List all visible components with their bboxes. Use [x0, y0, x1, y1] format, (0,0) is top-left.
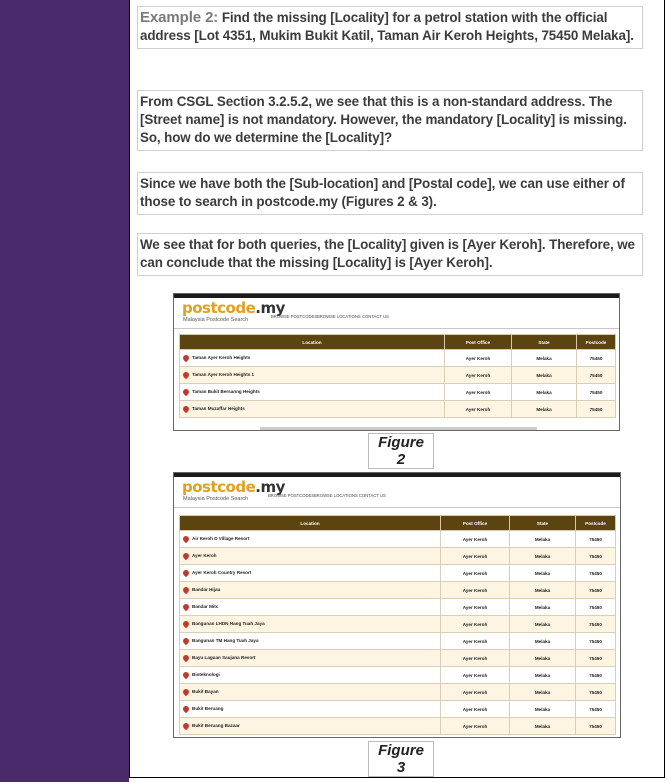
column-header-state: State	[512, 335, 577, 350]
map-pin-icon	[182, 705, 190, 713]
map-pin-icon	[182, 688, 190, 696]
cell-text: Melaka	[536, 406, 552, 412]
paragraph-csgl: From CSGL Section 3.2.5.2, we see that this is a non-standard address. The [Street name] is not mandatory. However, the mandatory [Locality] is missing. So, how do we determine the [Locality]?	[137, 90, 643, 151]
cell-post-office	[441, 565, 510, 582]
site-logo: postcode.my	[182, 299, 285, 317]
cell-text: Melaka	[534, 655, 551, 661]
table-row[interactable]	[180, 582, 616, 599]
cell-text: Bangunan TM Hang Tuah Jaya	[192, 638, 259, 644]
cell-post-office	[445, 384, 512, 401]
map-pin-icon	[182, 637, 190, 645]
cell-text: 75450	[589, 604, 602, 610]
cell-text: 75450	[589, 553, 602, 559]
cell-text: Ayer Keroh	[462, 587, 488, 593]
cell-text: Melaka	[534, 604, 551, 610]
cell-location[interactable]	[180, 667, 441, 684]
nav-browse-postcodes[interactable]: BROWSE POSTCODES	[271, 314, 318, 319]
cell-text: Bukit Beruang Bazaar	[192, 723, 240, 729]
cell-post-office	[441, 701, 510, 718]
map-pin-icon	[182, 603, 190, 611]
cell-postcode	[576, 667, 616, 684]
paragraph-conclusion: We see that for both queries, the [Locality] given is [Ayer Keroh]. Therefore, we can conclude that the missing [Locality] is [Ayer Keroh].	[137, 233, 643, 276]
cell-post-office	[441, 667, 510, 684]
cell-state	[510, 531, 576, 548]
cell-text: 75450	[589, 536, 602, 542]
cell-text: 75450	[589, 621, 602, 627]
cell-text: 75450	[589, 672, 602, 678]
cell-text: 75450	[589, 706, 602, 712]
map-pin-icon	[182, 552, 190, 560]
results-table	[179, 515, 616, 735]
map-pin-icon	[182, 535, 190, 543]
cell-post-office	[441, 599, 510, 616]
cell-text: 75450	[589, 638, 602, 644]
table-row[interactable]	[180, 633, 616, 650]
cell-text: Ayer Keroh	[465, 406, 491, 412]
cell-postcode	[576, 684, 616, 701]
figure2-screenshot	[173, 293, 620, 431]
table-row[interactable]	[180, 701, 616, 718]
cell-state	[510, 633, 576, 650]
table-row[interactable]	[180, 548, 616, 565]
map-pin-icon	[182, 671, 190, 679]
column-header-location: Location	[180, 335, 445, 350]
column-header-postcode: Postcode	[576, 516, 616, 531]
cell-postcode	[576, 718, 616, 735]
cell-location[interactable]	[180, 384, 445, 401]
cell-state	[510, 548, 576, 565]
site-tagline: Malaysia Postcode Search	[183, 496, 249, 502]
cell-text: Taman Bukit Bersanng Heights	[192, 389, 260, 395]
cell-text: Bukit Beruang	[192, 706, 224, 712]
cell-location[interactable]	[180, 531, 441, 548]
map-pin-icon	[182, 620, 190, 628]
cell-postcode	[577, 401, 616, 418]
results-table	[179, 334, 616, 418]
cell-location[interactable]	[180, 718, 441, 735]
map-pin-icon	[182, 388, 190, 396]
table-row[interactable]	[180, 599, 616, 616]
cell-postcode	[576, 650, 616, 667]
nav-browse-locations[interactable]: BROWSE LOCATIONS	[314, 493, 358, 498]
horizontal-scrollbar[interactable]	[260, 427, 537, 430]
cell-postcode	[577, 367, 616, 384]
cell-text: Melaka	[534, 570, 551, 576]
cell-location[interactable]	[180, 599, 441, 616]
figure2-caption: Figure 2	[368, 433, 434, 469]
table-row[interactable]	[180, 350, 616, 367]
cell-state	[510, 684, 576, 701]
map-pin-icon	[182, 354, 190, 362]
table-row[interactable]	[180, 650, 616, 667]
cell-text: Ayer Keroh	[465, 389, 491, 395]
table-row[interactable]	[180, 616, 616, 633]
cell-location[interactable]	[180, 684, 441, 701]
column-header-post-office: Post Office	[445, 335, 512, 350]
cell-text: Ayer Keroh	[192, 553, 217, 559]
cell-text: Melaka	[534, 706, 551, 712]
cell-postcode	[577, 384, 616, 401]
cell-text: Melaka	[534, 536, 551, 542]
nav-browse-postcodes[interactable]: BROWSE POSTCODES	[268, 493, 315, 498]
cell-text: Taman Ayer Keroh Heights	[192, 355, 251, 361]
cell-postcode	[576, 531, 616, 548]
cell-text: 75450	[589, 689, 602, 695]
cell-text: Ayer Keroh	[462, 553, 488, 559]
cell-state	[510, 650, 576, 667]
cell-postcode	[576, 599, 616, 616]
cell-location[interactable]	[180, 367, 445, 384]
cell-text: 75450	[589, 570, 602, 576]
site-tagline: Malaysia Postcode Search	[183, 317, 249, 323]
table-row[interactable]	[180, 667, 616, 684]
cell-text: Ayer Keroh	[462, 723, 488, 729]
cell-post-office	[445, 401, 512, 418]
cell-location[interactable]	[180, 350, 445, 367]
map-pin-icon	[182, 654, 190, 662]
cell-text: Ayer Keroh	[462, 689, 488, 695]
cell-location[interactable]	[180, 701, 441, 718]
map-pin-icon	[182, 405, 190, 413]
cell-text: Melaka	[536, 372, 552, 378]
figure3-caption: Figure 3	[368, 741, 434, 777]
cell-post-office	[441, 718, 510, 735]
cell-postcode	[576, 633, 616, 650]
table-row[interactable]	[180, 401, 616, 418]
cell-postcode	[577, 350, 616, 367]
cell-state	[510, 582, 576, 599]
cell-text: 75450	[589, 372, 603, 378]
cell-post-office	[441, 616, 510, 633]
cell-postcode	[576, 565, 616, 582]
cell-text: Bukit Bayan	[192, 689, 219, 695]
site-header	[174, 477, 620, 508]
figure3-screenshot	[173, 472, 621, 738]
cell-text: Ayer Keroh	[462, 536, 488, 542]
site-logo: postcode.my	[182, 478, 285, 496]
cell-text: Melaka	[534, 553, 551, 559]
nav-browse-locations[interactable]: BROWSE LOCATIONS	[317, 314, 361, 319]
cell-state	[512, 367, 577, 384]
cell-post-office	[441, 684, 510, 701]
table-row[interactable]	[180, 384, 616, 401]
cell-state	[510, 718, 576, 735]
cell-location[interactable]	[180, 565, 441, 582]
cell-postcode	[576, 548, 616, 565]
cell-text: Bandar Hijau	[192, 587, 221, 593]
cell-post-office	[441, 650, 510, 667]
cell-text: Air Keroh D Village Resort	[192, 536, 250, 542]
cell-location[interactable]	[180, 650, 441, 667]
cell-text: Ayer Keroh	[462, 638, 488, 644]
cell-text: 75450	[589, 723, 602, 729]
cell-state	[510, 667, 576, 684]
cell-text: 75450	[589, 587, 602, 593]
cell-text: Ayer Keroh	[462, 655, 488, 661]
table-row[interactable]	[180, 565, 616, 582]
cell-text: Bandar Mitc	[192, 604, 219, 610]
cell-text: Bayu Laguan Saujana Resort	[192, 655, 256, 661]
cell-text: Melaka	[534, 587, 551, 593]
cell-location[interactable]	[180, 616, 441, 633]
nav-contact-us[interactable]: CONTACT US	[362, 314, 389, 319]
cell-state	[510, 616, 576, 633]
table-row[interactable]	[180, 367, 616, 384]
cell-text: Ayer Keroh	[465, 355, 491, 361]
cell-location[interactable]	[180, 633, 441, 650]
map-pin-icon	[182, 586, 190, 594]
cell-post-office	[441, 633, 510, 650]
cell-state	[512, 384, 577, 401]
cell-state	[510, 565, 576, 582]
column-header-post-office: Post Office	[441, 516, 510, 531]
cell-text: Ayer Keroh	[462, 604, 488, 610]
cell-text: Melaka	[536, 355, 552, 361]
cell-text: 75450	[589, 389, 603, 395]
cell-postcode	[576, 582, 616, 599]
sidebar-band	[0, 0, 129, 782]
cell-post-office	[441, 531, 510, 548]
cell-text: Ayer Keroh	[462, 570, 488, 576]
cell-text: 75450	[589, 406, 603, 412]
cell-text: Taman Ayer Keroh Heights 1	[192, 372, 255, 378]
cell-state	[510, 599, 576, 616]
cell-state	[512, 350, 577, 367]
map-pin-icon	[182, 371, 190, 379]
cell-state	[512, 401, 577, 418]
cell-post-office	[445, 350, 512, 367]
cell-text: Melaka	[536, 389, 552, 395]
cell-postcode	[576, 616, 616, 633]
cell-text: Bangunan LHDN Hang Tuah Jaya	[192, 621, 265, 627]
example-text: Find the missing [Locality] for a petrol station with the official address [Lot 4351, Mukim Bukit Katil, Taman Air Keroh Heights, 75450 Melaka].	[140, 10, 634, 43]
column-header-state: State	[510, 516, 576, 531]
cell-text: Ayer Keroh	[465, 372, 491, 378]
cell-location[interactable]	[180, 548, 441, 565]
table-row[interactable]	[180, 718, 616, 735]
cell-location[interactable]	[180, 401, 445, 418]
cell-text: Melaka	[534, 638, 551, 644]
example-label: Example 2:	[140, 9, 219, 26]
cell-text: 75450	[589, 355, 603, 361]
cell-text: Taman Muzaffar Heights	[192, 406, 245, 412]
cell-post-office	[441, 548, 510, 565]
paragraph-example	[137, 6, 643, 49]
site-header	[174, 298, 619, 329]
cell-text: Ayer Keroh	[462, 706, 488, 712]
column-header-location: Location	[180, 516, 441, 531]
table-row[interactable]	[180, 684, 616, 701]
cell-text: Bioteknologi	[192, 672, 220, 678]
map-pin-icon	[182, 569, 190, 577]
cell-postcode	[576, 701, 616, 718]
column-header-postcode: Postcode	[577, 335, 616, 350]
cell-text: Ayer Keroh Country Resort	[192, 570, 252, 576]
cell-post-office	[441, 582, 510, 599]
cell-location[interactable]	[180, 582, 441, 599]
cell-text: Ayer Keroh	[462, 621, 488, 627]
table-row[interactable]	[180, 531, 616, 548]
cell-post-office	[445, 367, 512, 384]
cell-text: Melaka	[534, 621, 551, 627]
cell-state	[510, 701, 576, 718]
cell-text: Melaka	[534, 672, 551, 678]
cell-text: Melaka	[534, 723, 551, 729]
cell-text: Melaka	[534, 689, 551, 695]
paragraph-search: Since we have both the [Sub-location] and [Postal code], we can use either of those to search in postcode.my (Figures 2 & 3).	[137, 172, 643, 215]
map-pin-icon	[182, 722, 190, 730]
cell-text: Ayer Keroh	[462, 672, 488, 678]
cell-text: 75450	[589, 655, 602, 661]
nav-contact-us[interactable]: CONTACT US	[359, 493, 386, 498]
